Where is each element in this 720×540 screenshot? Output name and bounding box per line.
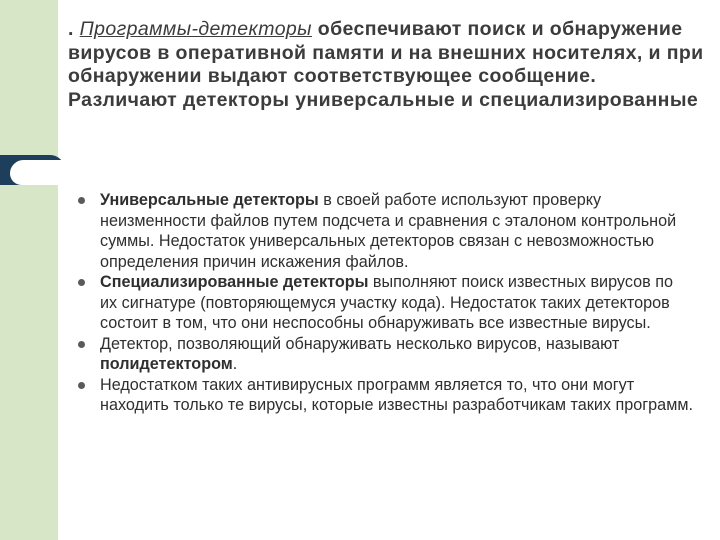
list-item xyxy=(78,190,693,272)
bullet-text-end: . xyxy=(232,355,238,373)
intro-paragraph xyxy=(68,18,708,112)
bullet-icon xyxy=(78,279,85,286)
intro-text: обеспечивают поиск и обнаружение вирусов в оперативной памяти и на внешних носителях, и при обнаружении выдают соответствующее сообщение. Различают детекторы универсальные и специализированные xyxy=(68,18,704,111)
bullet-text: выполняют поиск известных вирусов по их сигнатуре (повторяющемуся участку кода). Недостаток таких детекторов состоит в том, что они неспособны обнаруживать все известные вирусы. xyxy=(100,273,673,332)
bullet-text: Недостатком таких антивирусных программ является то, что они могут находить только те вирусы, которые известны разработчикам таких программ. xyxy=(100,375,693,414)
bullet-icon xyxy=(78,341,85,348)
left-decorative-band xyxy=(0,0,58,540)
bullet-icon xyxy=(78,382,85,389)
bullet-bold-lead: Специализированные детекторы xyxy=(100,273,369,291)
bullet-text: в своей работе используют проверку неизменности файлов путем подсчета и сравнения с эталоном контрольной суммы. Недостаток универсальных детекторов связан с невозможностью определения причин искажения файлов. xyxy=(100,191,677,271)
decorative-tab xyxy=(0,155,65,185)
bullet-icon xyxy=(78,197,85,204)
intro-term: Программы-детекторы xyxy=(79,18,312,40)
list-item xyxy=(78,272,693,334)
list-item xyxy=(78,334,693,375)
intro-prefix: . xyxy=(68,18,80,40)
bullet-text: Детектор, позволяющий обнаруживать несколько вирусов, называют xyxy=(100,334,620,353)
bullet-list xyxy=(78,190,693,416)
bullet-bold-term: полидетектором xyxy=(100,355,233,373)
list-item xyxy=(78,375,693,416)
bullet-bold-lead: Универсальные детекторы xyxy=(100,191,319,209)
